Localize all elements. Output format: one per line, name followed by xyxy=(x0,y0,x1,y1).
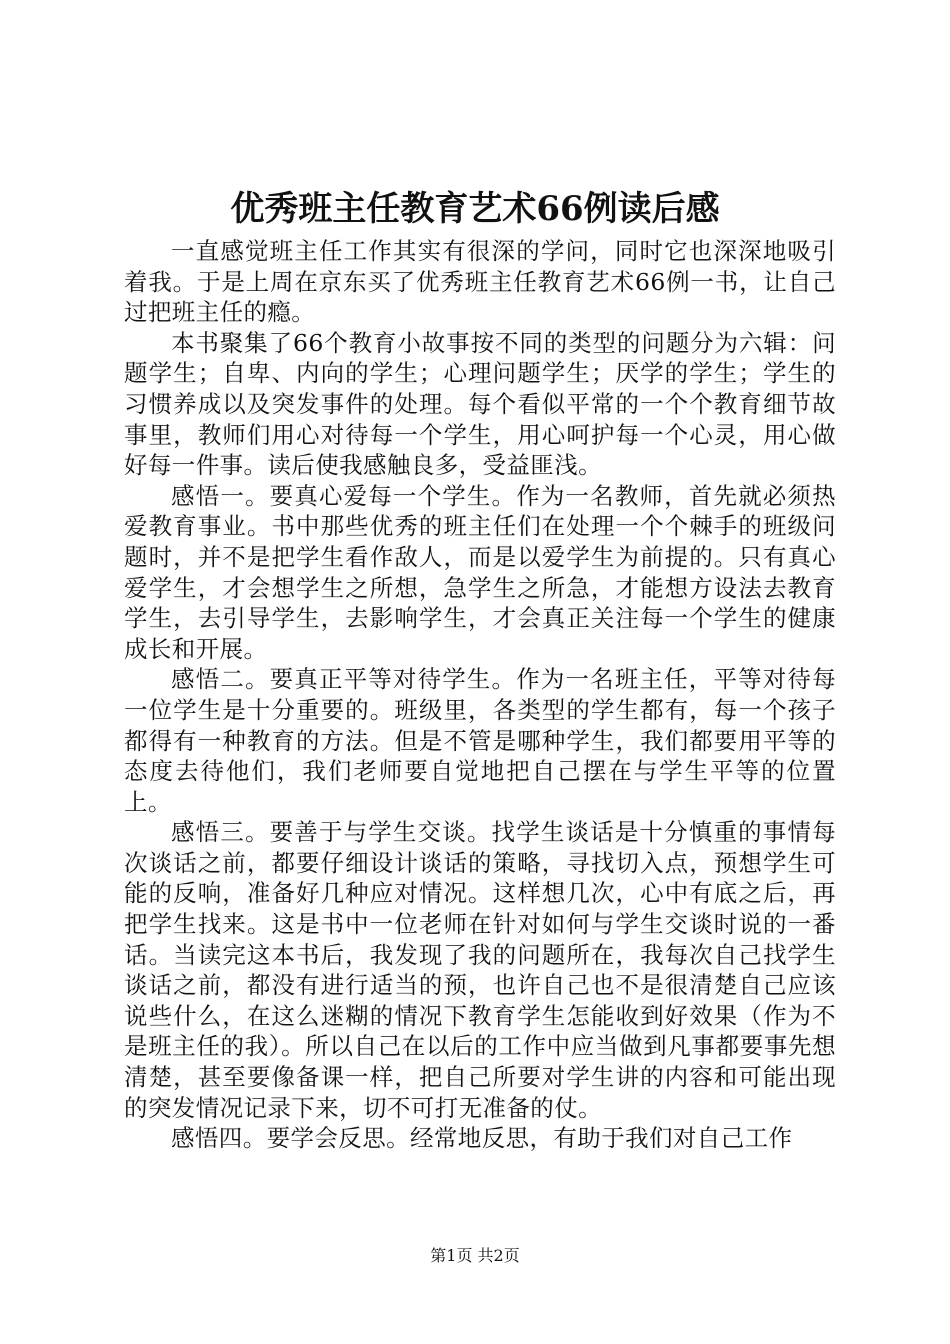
paragraph-intro: 一直感觉班主任工作其实有很深的学问，同时它也深深地吸引着我。于是上周在京东买了优秀班主任教育艺术66例一书，让自己过把班主任的瘾。 xyxy=(124,237,836,327)
paragraph-insight-four: 感悟四。要学会反思。经常地反思，有助于我们对自己工作 xyxy=(171,1124,793,1153)
paragraph-insight-two: 感悟二。要真正平等对待学生。作为一名班主任，平等对待每一位学生是十分重要的。班级里，各类型的学生都有，每一个孩子都得有一种教育的方法。但是不管是哪种学生，我们都要用平等的态度去待他们，我们老师要自觉地把自己摆在与学生平等的位置上。 xyxy=(124,665,836,816)
page-indicator: 第1页 共2页 xyxy=(430,1246,520,1265)
page-footer xyxy=(0,1246,950,1266)
document-body xyxy=(124,236,836,1154)
paragraph-insight-one: 感悟一。要真心爱每一个学生。作为一名教师，首先就必须热爱教育事业。书中那些优秀的班主任们在处理一个个棘手的班级问题时，并不是把学生看作敌人，而是以爱学生为前提的。只有真心爱学生，才会想学生之所想，急学生之所急，才能想方设法去教育学生，去引导学生，去影响学生，才会真正关注每一个学生的健康成长和开展。 xyxy=(124,481,836,663)
paragraph-insight-three: 感悟三。要善于与学生交谈。找学生谈话是十分慎重的事情每次谈话之前，都要仔细设计谈话的策略，寻找切入点，预想学生可能的反响，准备好几种应对情况。这样想几次，心中有底之后，再把学生找来。这是书中一位老师在针对如何与学生交谈时说的一番话。当读完这本书后，我发现了我的问题所在，我每次自己找学生谈话之前，都没有进行适当的预，也许自己也不是很清楚自己应该说些什么，在这么迷糊的情况下教育学生怎能收到好效果（作为不是班主任的我）。所以自己在以后的工作中应当做到凡事都要事先想清楚，甚至要像备课一样，把自己所要对学生讲的内容和可能出现的突发情况记录下来，切不可打无准备的仗。 xyxy=(124,818,836,1122)
paragraph-book-summary: 本书聚集了66个教育小故事按不同的类型的问题分为六辑：问题学生；自卑、内向的学生；心理问题学生；厌学的学生；学生的习惯养成以及突发事件的处理。每个看似平常的一个个教育细节故事里，教师们用心对待每一个学生，用心呵护每一个心灵，用心做好每一件事。读后使我感触良多，受益匪浅。 xyxy=(124,328,836,480)
document-title: 优秀班主任教育艺术66例读后感 xyxy=(230,189,720,229)
